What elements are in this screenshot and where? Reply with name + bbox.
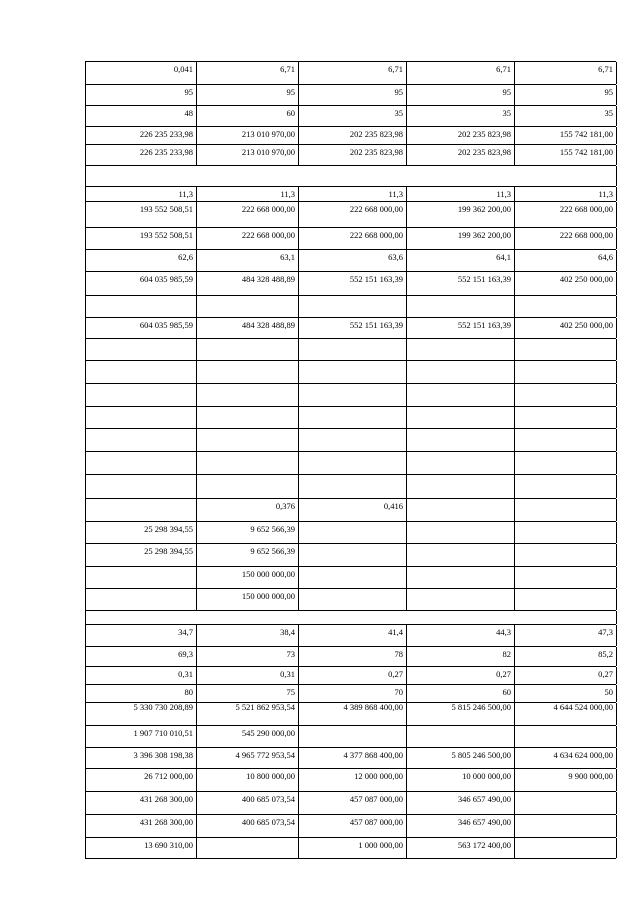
table-cell: 222 668 000,00 <box>299 202 407 227</box>
table-row <box>85 521 616 543</box>
table-cell: 11,3 <box>197 187 299 201</box>
table-cell <box>407 589 515 610</box>
table-cell: 0,27 <box>407 667 515 684</box>
table-cell <box>86 361 197 383</box>
table-cell <box>299 544 407 566</box>
table-cell: 563 172 400,00 <box>407 838 515 858</box>
table-cell: 402 250 000,00 <box>515 272 617 295</box>
table-cell: 4 377 868 400,00 <box>299 748 407 768</box>
table-cell: 80 <box>86 685 197 702</box>
table-row <box>85 383 616 406</box>
table-row <box>85 451 616 474</box>
table-cell: 222 668 000,00 <box>515 202 617 227</box>
table-cell: 85,2 <box>515 647 617 666</box>
table-row <box>85 837 616 859</box>
table-cell <box>299 339 407 360</box>
table-cell: 9 900 000,00 <box>515 769 617 791</box>
table-cell: 0,416 <box>299 499 407 521</box>
table-cell: 62,6 <box>86 250 197 271</box>
table-cell <box>515 567 617 588</box>
table-cell: 12 000 000,00 <box>299 769 407 791</box>
table-cell: 202 235 823,98 <box>299 127 407 144</box>
table-cell: 10 800 000,00 <box>197 769 299 791</box>
table-cell: 5 330 730 208,89 <box>86 703 197 725</box>
table-cell: 35 <box>407 106 515 126</box>
table-cell <box>86 589 197 610</box>
table-row <box>85 84 616 105</box>
table-cell: 3 396 308 198,38 <box>86 748 197 768</box>
table-cell <box>515 544 617 566</box>
table-cell <box>299 726 407 747</box>
table-row <box>85 624 616 646</box>
table-cell: 193 552 508,51 <box>86 202 197 227</box>
table-cell: 47,3 <box>515 625 617 646</box>
table-row <box>85 360 616 383</box>
table-cell: 10 000 000,00 <box>407 769 515 791</box>
table-cell <box>515 384 617 406</box>
table-cell <box>86 339 197 360</box>
table-cell: 82 <box>407 647 515 666</box>
table-cell <box>407 499 515 521</box>
table-cell <box>86 567 197 588</box>
table-cell: 346 657 490,00 <box>407 815 515 837</box>
table-cell <box>407 384 515 406</box>
table-cell: 202 235 823,98 <box>407 127 515 144</box>
table-row <box>85 543 616 566</box>
table-cell: 35 <box>515 106 617 126</box>
table-cell: 4 389 868 400,00 <box>299 703 407 725</box>
table-cell: 50 <box>515 685 617 702</box>
table-cell: 95 <box>407 85 515 105</box>
table-cell: 11,3 <box>86 187 197 201</box>
table-cell <box>299 407 407 428</box>
table-cell <box>299 589 407 610</box>
table-row <box>85 201 616 227</box>
table-cell <box>407 296 515 317</box>
table-row <box>85 249 616 271</box>
table-cell <box>197 407 299 428</box>
table-row <box>85 498 616 521</box>
table-cell: 604 035 985,59 <box>86 272 197 295</box>
table-cell <box>515 407 617 428</box>
table-cell <box>86 384 197 406</box>
table-cell: 11,3 <box>515 187 617 201</box>
table-cell: 226 235 233,98 <box>86 127 197 144</box>
table-cell <box>197 384 299 406</box>
table-cell <box>299 429 407 451</box>
table-cell: 226 235 233,98 <box>86 145 197 165</box>
table-cell: 5 521 862 953,54 <box>197 703 299 725</box>
table-cell <box>407 429 515 451</box>
table-row <box>85 702 616 725</box>
table-cell: 155 742 181,00 <box>515 127 617 144</box>
table-cell: 0,27 <box>299 667 407 684</box>
table-cell <box>299 384 407 406</box>
table-cell: 60 <box>407 685 515 702</box>
table-cell <box>299 452 407 474</box>
table-cell: 44,3 <box>407 625 515 646</box>
table-cell: 457 087 000,00 <box>299 792 407 814</box>
table-row <box>85 747 616 768</box>
table-cell <box>515 429 617 451</box>
table-cell <box>515 815 617 837</box>
table-cell <box>515 296 617 317</box>
table-cell <box>407 522 515 543</box>
table-row <box>85 588 616 610</box>
table-cell: 60 <box>197 106 299 126</box>
table-cell: 48 <box>86 106 197 126</box>
table-cell: 63,6 <box>299 250 407 271</box>
table-row <box>85 105 616 126</box>
table-cell <box>86 499 197 521</box>
table-row <box>85 271 616 295</box>
table-cell: 64,6 <box>515 250 617 271</box>
table-cell: 0,31 <box>197 667 299 684</box>
table-row <box>85 684 616 702</box>
table-cell: 5 815 246 500,00 <box>407 703 515 725</box>
table-cell: 95 <box>515 85 617 105</box>
table-row <box>85 406 616 428</box>
table-cell <box>515 792 617 814</box>
table-cell: 4 644 524 000,00 <box>515 703 617 725</box>
table-cell: 431 268 300,00 <box>86 815 197 837</box>
table-cell <box>299 296 407 317</box>
table-cell: 222 668 000,00 <box>197 228 299 249</box>
table-cell: 202 235 823,98 <box>299 145 407 165</box>
table-cell: 73 <box>197 647 299 666</box>
table-cell: 25 298 394,55 <box>86 522 197 543</box>
table-row <box>85 768 616 791</box>
table-cell: 457 087 000,00 <box>299 815 407 837</box>
table-cell <box>407 567 515 588</box>
table-row <box>85 227 616 249</box>
table-row <box>85 126 616 144</box>
table-cell: 346 657 490,00 <box>407 792 515 814</box>
table-cell: 95 <box>197 85 299 105</box>
merged-separator-cell <box>86 166 617 186</box>
table-cell: 0,27 <box>515 667 617 684</box>
table-row <box>85 295 616 317</box>
table-row <box>85 666 616 684</box>
table-cell <box>86 429 197 451</box>
table-cell: 0,041 <box>86 62 197 84</box>
table-cell: 431 268 300,00 <box>86 792 197 814</box>
table-cell <box>515 499 617 521</box>
table-cell: 38,4 <box>197 625 299 646</box>
table-cell: 1 000 000,00 <box>299 838 407 858</box>
table-cell <box>407 407 515 428</box>
table-cell: 193 552 508,51 <box>86 228 197 249</box>
table-cell <box>299 522 407 543</box>
table-cell: 199 362 200,00 <box>407 202 515 227</box>
table-cell <box>197 361 299 383</box>
table-cell <box>407 452 515 474</box>
table-cell: 402 250 000,00 <box>515 318 617 338</box>
table-cell <box>86 452 197 474</box>
table-cell: 41,4 <box>299 625 407 646</box>
table-cell <box>299 361 407 383</box>
table-row <box>85 338 616 360</box>
table-cell: 552 151 163,39 <box>407 272 515 295</box>
table-cell <box>407 361 515 383</box>
table-row <box>85 566 616 588</box>
table-cell <box>515 838 617 858</box>
table-row <box>85 791 616 814</box>
table-cell: 9 652 566,39 <box>197 544 299 566</box>
table-cell: 222 668 000,00 <box>299 228 407 249</box>
table-row <box>85 186 616 201</box>
table-cell: 95 <box>299 85 407 105</box>
table-cell <box>86 407 197 428</box>
table-cell <box>197 452 299 474</box>
table-cell <box>407 475 515 498</box>
table-cell: 75 <box>197 685 299 702</box>
table-cell: 6,71 <box>299 62 407 84</box>
table-cell: 4 634 624 000,00 <box>515 748 617 768</box>
table-cell: 150 000 000,00 <box>197 589 299 610</box>
table-cell: 6,71 <box>515 62 617 84</box>
table-row <box>85 61 616 84</box>
table-cell: 0,31 <box>86 667 197 684</box>
table-cell <box>515 452 617 474</box>
table-row <box>85 474 616 498</box>
table-cell: 213 010 970,00 <box>197 127 299 144</box>
merged-separator-cell <box>86 611 617 624</box>
table-cell: 13 690 310,00 <box>86 838 197 858</box>
table-cell: 69,3 <box>86 647 197 666</box>
table-cell: 222 668 000,00 <box>197 202 299 227</box>
table-cell: 95 <box>86 85 197 105</box>
table-cell <box>515 339 617 360</box>
table-cell: 604 035 985,59 <box>86 318 197 338</box>
table-cell <box>515 475 617 498</box>
table-cell: 78 <box>299 647 407 666</box>
table-row <box>85 428 616 451</box>
table-cell: 155 742 181,00 <box>515 145 617 165</box>
table-cell: 63,1 <box>197 250 299 271</box>
table-cell <box>299 567 407 588</box>
table-cell <box>515 361 617 383</box>
table-cell <box>197 838 299 858</box>
table-cell: 484 328 488,89 <box>197 318 299 338</box>
table-cell <box>197 339 299 360</box>
table-cell: 213 010 970,00 <box>197 145 299 165</box>
table-cell: 64,1 <box>407 250 515 271</box>
table-cell: 6,71 <box>407 62 515 84</box>
table-cell <box>407 339 515 360</box>
table-cell: 34,7 <box>86 625 197 646</box>
table-cell: 400 685 073,54 <box>197 815 299 837</box>
table-cell: 35 <box>299 106 407 126</box>
table-cell: 0,376 <box>197 499 299 521</box>
table-cell: 552 151 163,39 <box>407 318 515 338</box>
table-cell: 222 668 000,00 <box>515 228 617 249</box>
data-table <box>85 61 616 859</box>
table-row <box>85 814 616 837</box>
table-row <box>85 144 616 165</box>
table-cell: 150 000 000,00 <box>197 567 299 588</box>
table-cell: 6,71 <box>197 62 299 84</box>
table-cell <box>515 522 617 543</box>
table-cell: 11,3 <box>407 187 515 201</box>
table-cell <box>86 296 197 317</box>
table-cell <box>299 475 407 498</box>
table-cell: 26 712 000,00 <box>86 769 197 791</box>
table-row <box>85 317 616 338</box>
table-cell: 9 652 566,39 <box>197 522 299 543</box>
table-cell: 11,3 <box>299 187 407 201</box>
table-cell <box>197 475 299 498</box>
table-cell: 5 805 246 500,00 <box>407 748 515 768</box>
table-cell <box>197 429 299 451</box>
table-row <box>85 725 616 747</box>
table-cell: 484 328 488,89 <box>197 272 299 295</box>
table-cell: 545 290 000,00 <box>197 726 299 747</box>
table-cell <box>407 726 515 747</box>
table-row <box>85 165 616 186</box>
table-cell: 70 <box>299 685 407 702</box>
table-cell: 400 685 073,54 <box>197 792 299 814</box>
table-cell <box>407 544 515 566</box>
table-cell: 199 362 200,00 <box>407 228 515 249</box>
table-cell: 202 235 823,98 <box>407 145 515 165</box>
table-row <box>85 610 616 624</box>
table-row <box>85 646 616 666</box>
table-cell: 1 907 710 010,51 <box>86 726 197 747</box>
table-cell: 25 298 394,55 <box>86 544 197 566</box>
table-cell <box>86 475 197 498</box>
table-cell <box>515 589 617 610</box>
table-cell <box>197 296 299 317</box>
table-cell: 552 151 163,39 <box>299 272 407 295</box>
table-cell <box>515 726 617 747</box>
table-cell: 4 965 772 953,54 <box>197 748 299 768</box>
table-cell: 552 151 163,39 <box>299 318 407 338</box>
